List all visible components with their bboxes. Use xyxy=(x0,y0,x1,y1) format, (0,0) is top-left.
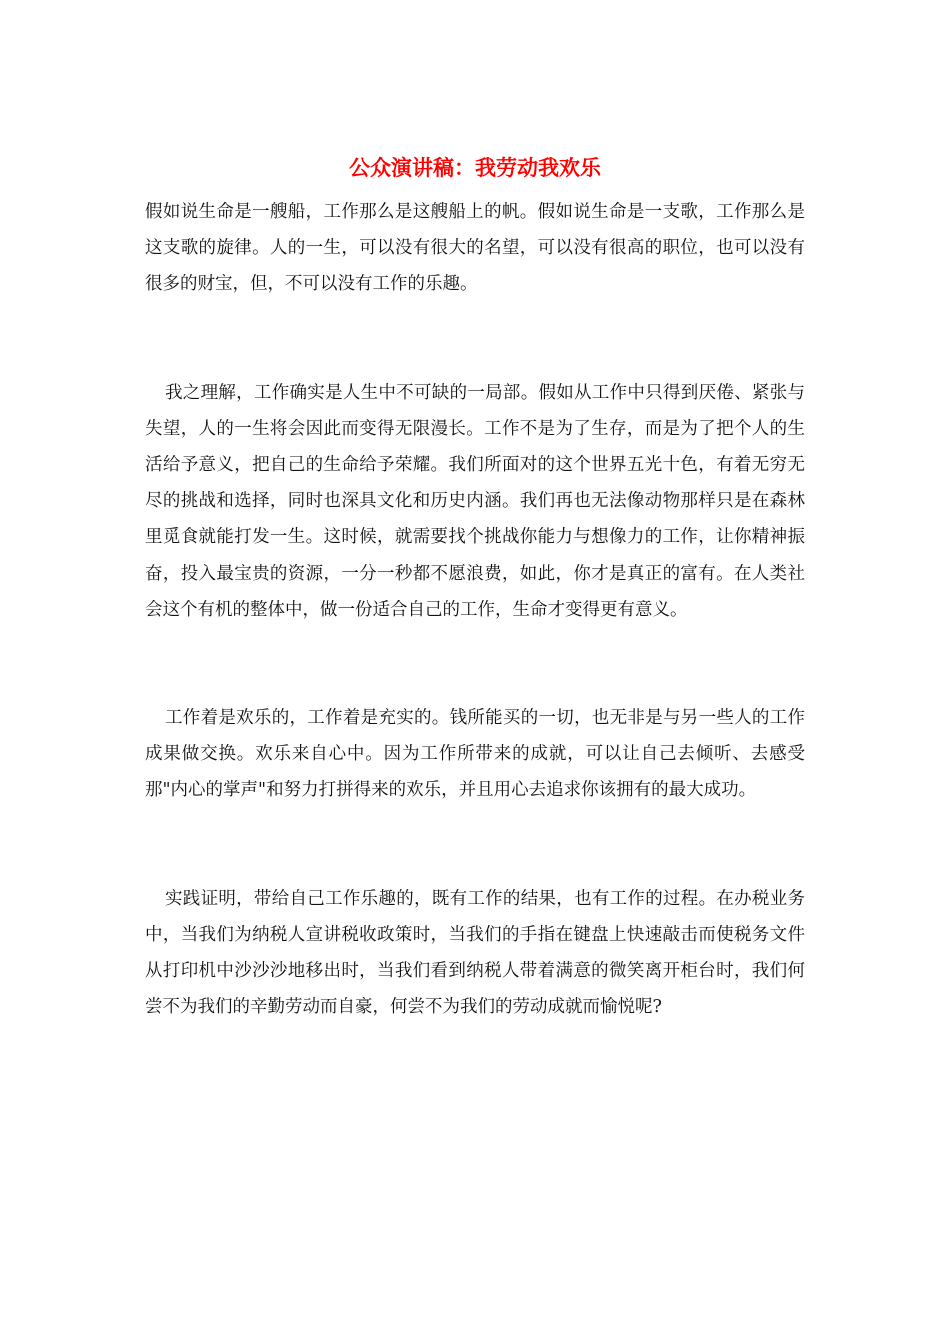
paragraph-3: 工作着是欢乐的，工作着是充实的。钱所能买的一切，也无非是与另一些人的工作成果做交换。欢乐来自心中。因为工作所带来的成就，可以让自己去倾听、去感受那"内心的掌声"和努力打拼得来的欢乐，并且用心去追求你该拥有的最大成功。 xyxy=(145,708,805,801)
document-body xyxy=(145,194,805,1025)
paragraph-4: 实践证明，带给自己工作乐趣的，既有工作的结果，也有工作的过程。在办税业务中，当我们为纳税人宣讲税收政策时，当我们的手指在键盘上快速敲击而使税务文件从打印机中沙沙沙地移出时，当我们看到纳税人带着满意的微笑离开柜台时，我们何尝不为我们的辛勤劳动而自豪，何尝不为我们的劳动成就而愉悦呢? xyxy=(145,888,805,1018)
paragraph-1: 假如说生命是一艘船，工作那么是这艘船上的帆。假如说生命是一支歌，工作那么是这支歌的旋律。人的一生，可以没有很大的名望，可以没有很高的职位，也可以没有很多的财宝，但，不可以没有工作的乐趣。 xyxy=(145,202,805,295)
paragraph-2: 我之理解，工作确实是人生中不可缺的一局部。假如从工作中只得到厌倦、紧张与失望，人的一生将会因此而变得无限漫长。工作不是为了生存，而是为了把个人的生活给予意义，把自己的生命给予荣耀。我们所面对的这个世界五光十色，有着无穷无尽的挑战和选择，同时也深具文化和历史内涵。我们再也无法像动物那样只是在森林里觅食就能打发一生。这时候，就需要找个挑战你能力与想像力的工作，让你精神振奋，投入最宝贵的资源，一分一秒都不愿浪费，如此，你才是真正的富有。在人类社会这个有机的整体中，做一份适合自己的工作，生命才变得更有意义。 xyxy=(145,382,805,620)
page-title: 公众演讲稿：我劳动我欢乐 xyxy=(349,155,601,180)
